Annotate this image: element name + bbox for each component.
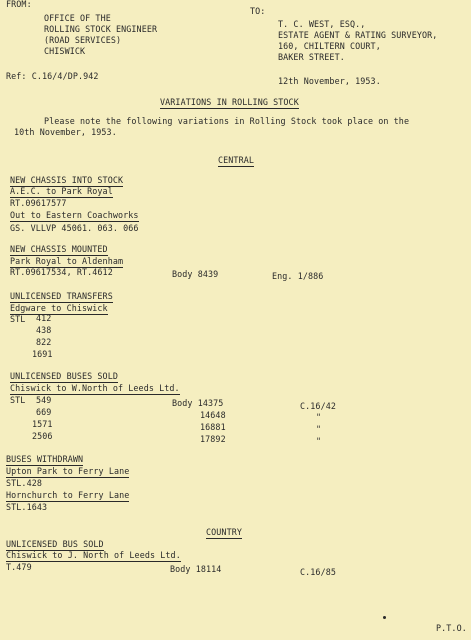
withdrawn-item-2: STL.1643 <box>6 502 48 512</box>
sold-route: Chiswick to W.North of Leeds Ltd. <box>10 383 180 393</box>
to-line-1: T. C. WEST, ESQ., <box>278 19 366 29</box>
country-sold-fleet: T.479 <box>6 562 32 572</box>
country-sold-body: Body 18114 <box>170 564 222 574</box>
sold-ref: " <box>316 436 322 446</box>
intro-line-1: Please note the following variations in Rolling Stock took place on the <box>44 116 410 126</box>
sold-body: 16881 <box>200 422 226 432</box>
date: 12th November, 1953. <box>278 76 381 86</box>
from-line-4: CHISWICK <box>44 46 86 56</box>
country-sold-heading: UNLICENSED BUS SOLD <box>6 539 104 549</box>
transfer-item: 1691 <box>32 349 53 359</box>
transfers-route: Edgware to Chiswick <box>10 303 108 313</box>
sold-fleet: 549 <box>36 395 52 405</box>
from-line-3: (ROAD SERVICES) <box>44 35 122 45</box>
mounted-heading: NEW CHASSIS MOUNTED <box>10 244 108 254</box>
country-sold-route: Chiswick to J. North of Leeds Ltd. <box>6 550 181 560</box>
document-title: VARIATIONS IN ROLLING STOCK <box>160 97 299 107</box>
sold-body: Body 14375 <box>172 398 224 408</box>
withdrawn-route-2: Hornchurch to Ferry Lane <box>6 490 130 500</box>
to-line-4: BAKER STREET. <box>278 52 345 62</box>
pto-label: P.T.O. <box>436 623 467 633</box>
new-chassis-route-2: Out to Eastern Coachworks <box>10 210 139 220</box>
sold-ref: " <box>316 424 322 434</box>
country-sold-ref: C.16/85 <box>300 567 336 577</box>
sold-body: 17892 <box>200 434 226 444</box>
sold-heading: UNLICENSED BUSES SOLD <box>10 371 118 381</box>
transfer-item: 412 <box>36 313 52 323</box>
central-heading: CENTRAL <box>218 155 254 165</box>
new-chassis-heading: NEW CHASSIS INTO STOCK <box>10 175 124 185</box>
mounted-eng: Eng. 1/886 <box>272 271 324 281</box>
new-chassis-route: A.E.C. to Park Royal <box>10 186 113 196</box>
sold-ref: " <box>316 412 322 422</box>
intro-line-2: 10th November, 1953. <box>14 127 117 137</box>
mounted-chassis: RT.09617534, RT.4612 <box>10 267 113 277</box>
sold-fleet: 669 <box>36 407 52 417</box>
reference: Ref: C.16/4/DP.942 <box>6 71 99 81</box>
sold-prefix: STL <box>10 395 26 405</box>
to-line-2: ESTATE AGENT & RATING SURVEYOR, <box>278 30 438 40</box>
from-line-1: OFFICE OF THE <box>44 13 111 23</box>
mounted-body: Body 8439 <box>172 269 219 279</box>
withdrawn-route-1: Upton Park to Ferry Lane <box>6 466 130 476</box>
to-line-3: 160, CHILTERN COURT, <box>278 41 381 51</box>
ink-dot <box>383 616 386 619</box>
transfer-item: 438 <box>36 325 52 335</box>
transfers-heading: UNLICENSED TRANSFERS <box>10 291 113 301</box>
transfer-item: 822 <box>36 337 52 347</box>
sold-body: 14648 <box>200 410 226 420</box>
new-chassis-item-2: GS. VLLVP 45061. 063. 066 <box>10 223 139 233</box>
sold-fleet: 1571 <box>32 419 53 429</box>
withdrawn-item-1: STL.428 <box>6 478 42 488</box>
sold-ref: C.16/42 <box>300 401 336 411</box>
transfers-prefix: STL <box>10 314 26 324</box>
from-line-2: ROLLING STOCK ENGINEER <box>44 24 158 34</box>
from-label: FROM: <box>6 0 32 9</box>
mounted-route: Park Royal to Aldenham <box>10 256 124 266</box>
country-heading: COUNTRY <box>206 527 242 537</box>
sold-fleet: 2506 <box>32 431 53 441</box>
to-label: TO: <box>250 6 266 16</box>
new-chassis-item-1: RT.09617577 <box>10 198 67 208</box>
withdrawn-heading: BUSES WITHDRAWN <box>6 454 84 464</box>
